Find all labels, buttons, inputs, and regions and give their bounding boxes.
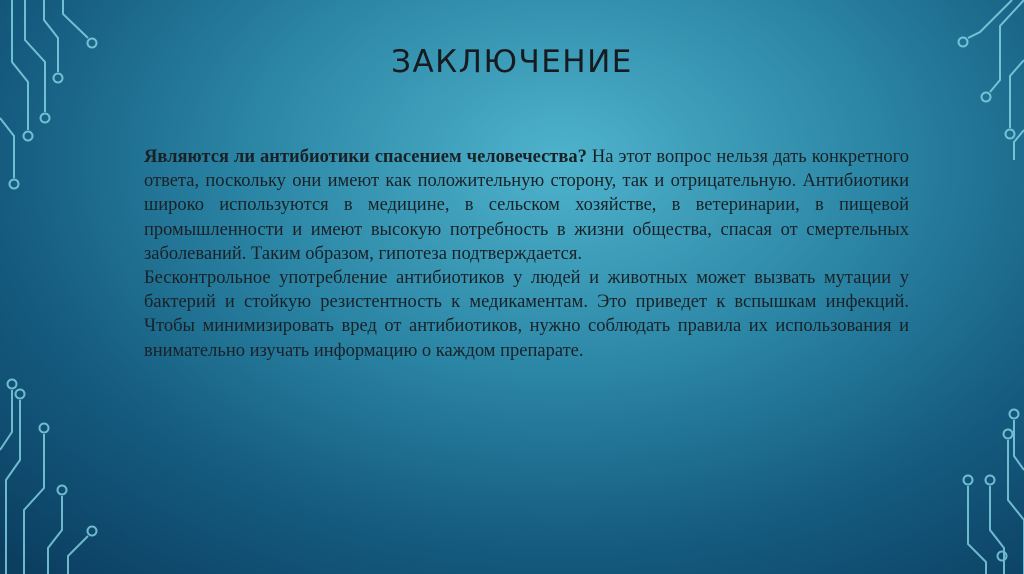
lead-question: Являются ли антибиотики спасением человечества? <box>144 147 587 167</box>
slide-body <box>144 145 909 363</box>
paragraph-2: Бесконтрольное употребление антибиотиков у людей и животных может вызвать мутации у бактерий и стойкую резистентность к медикаментам. Это приведет к вспышкам инфекций. Чтобы минимизировать вред от антибиотиков, нужно соблюдать правила их использования и внимательно изучать информацию о каждом препарате. <box>144 268 909 361</box>
paragraph-1-text: На этот вопрос нельзя дать конкретного ответа, поскольку они имеют как положительную сторону, так и отрицательную. Антибиотики широко используются в медицине, в сельском хозяйстве, в ветеринарии, в пищевой промышленности и имеют высокую потребность в жизни общества, спасая от смертельных заболеваний. Таким образом, гипотеза подтверждается. <box>144 147 909 264</box>
slide-title: ЗАКЛЮЧЕНИЕ <box>391 44 633 80</box>
paragraph-1 <box>144 145 909 266</box>
